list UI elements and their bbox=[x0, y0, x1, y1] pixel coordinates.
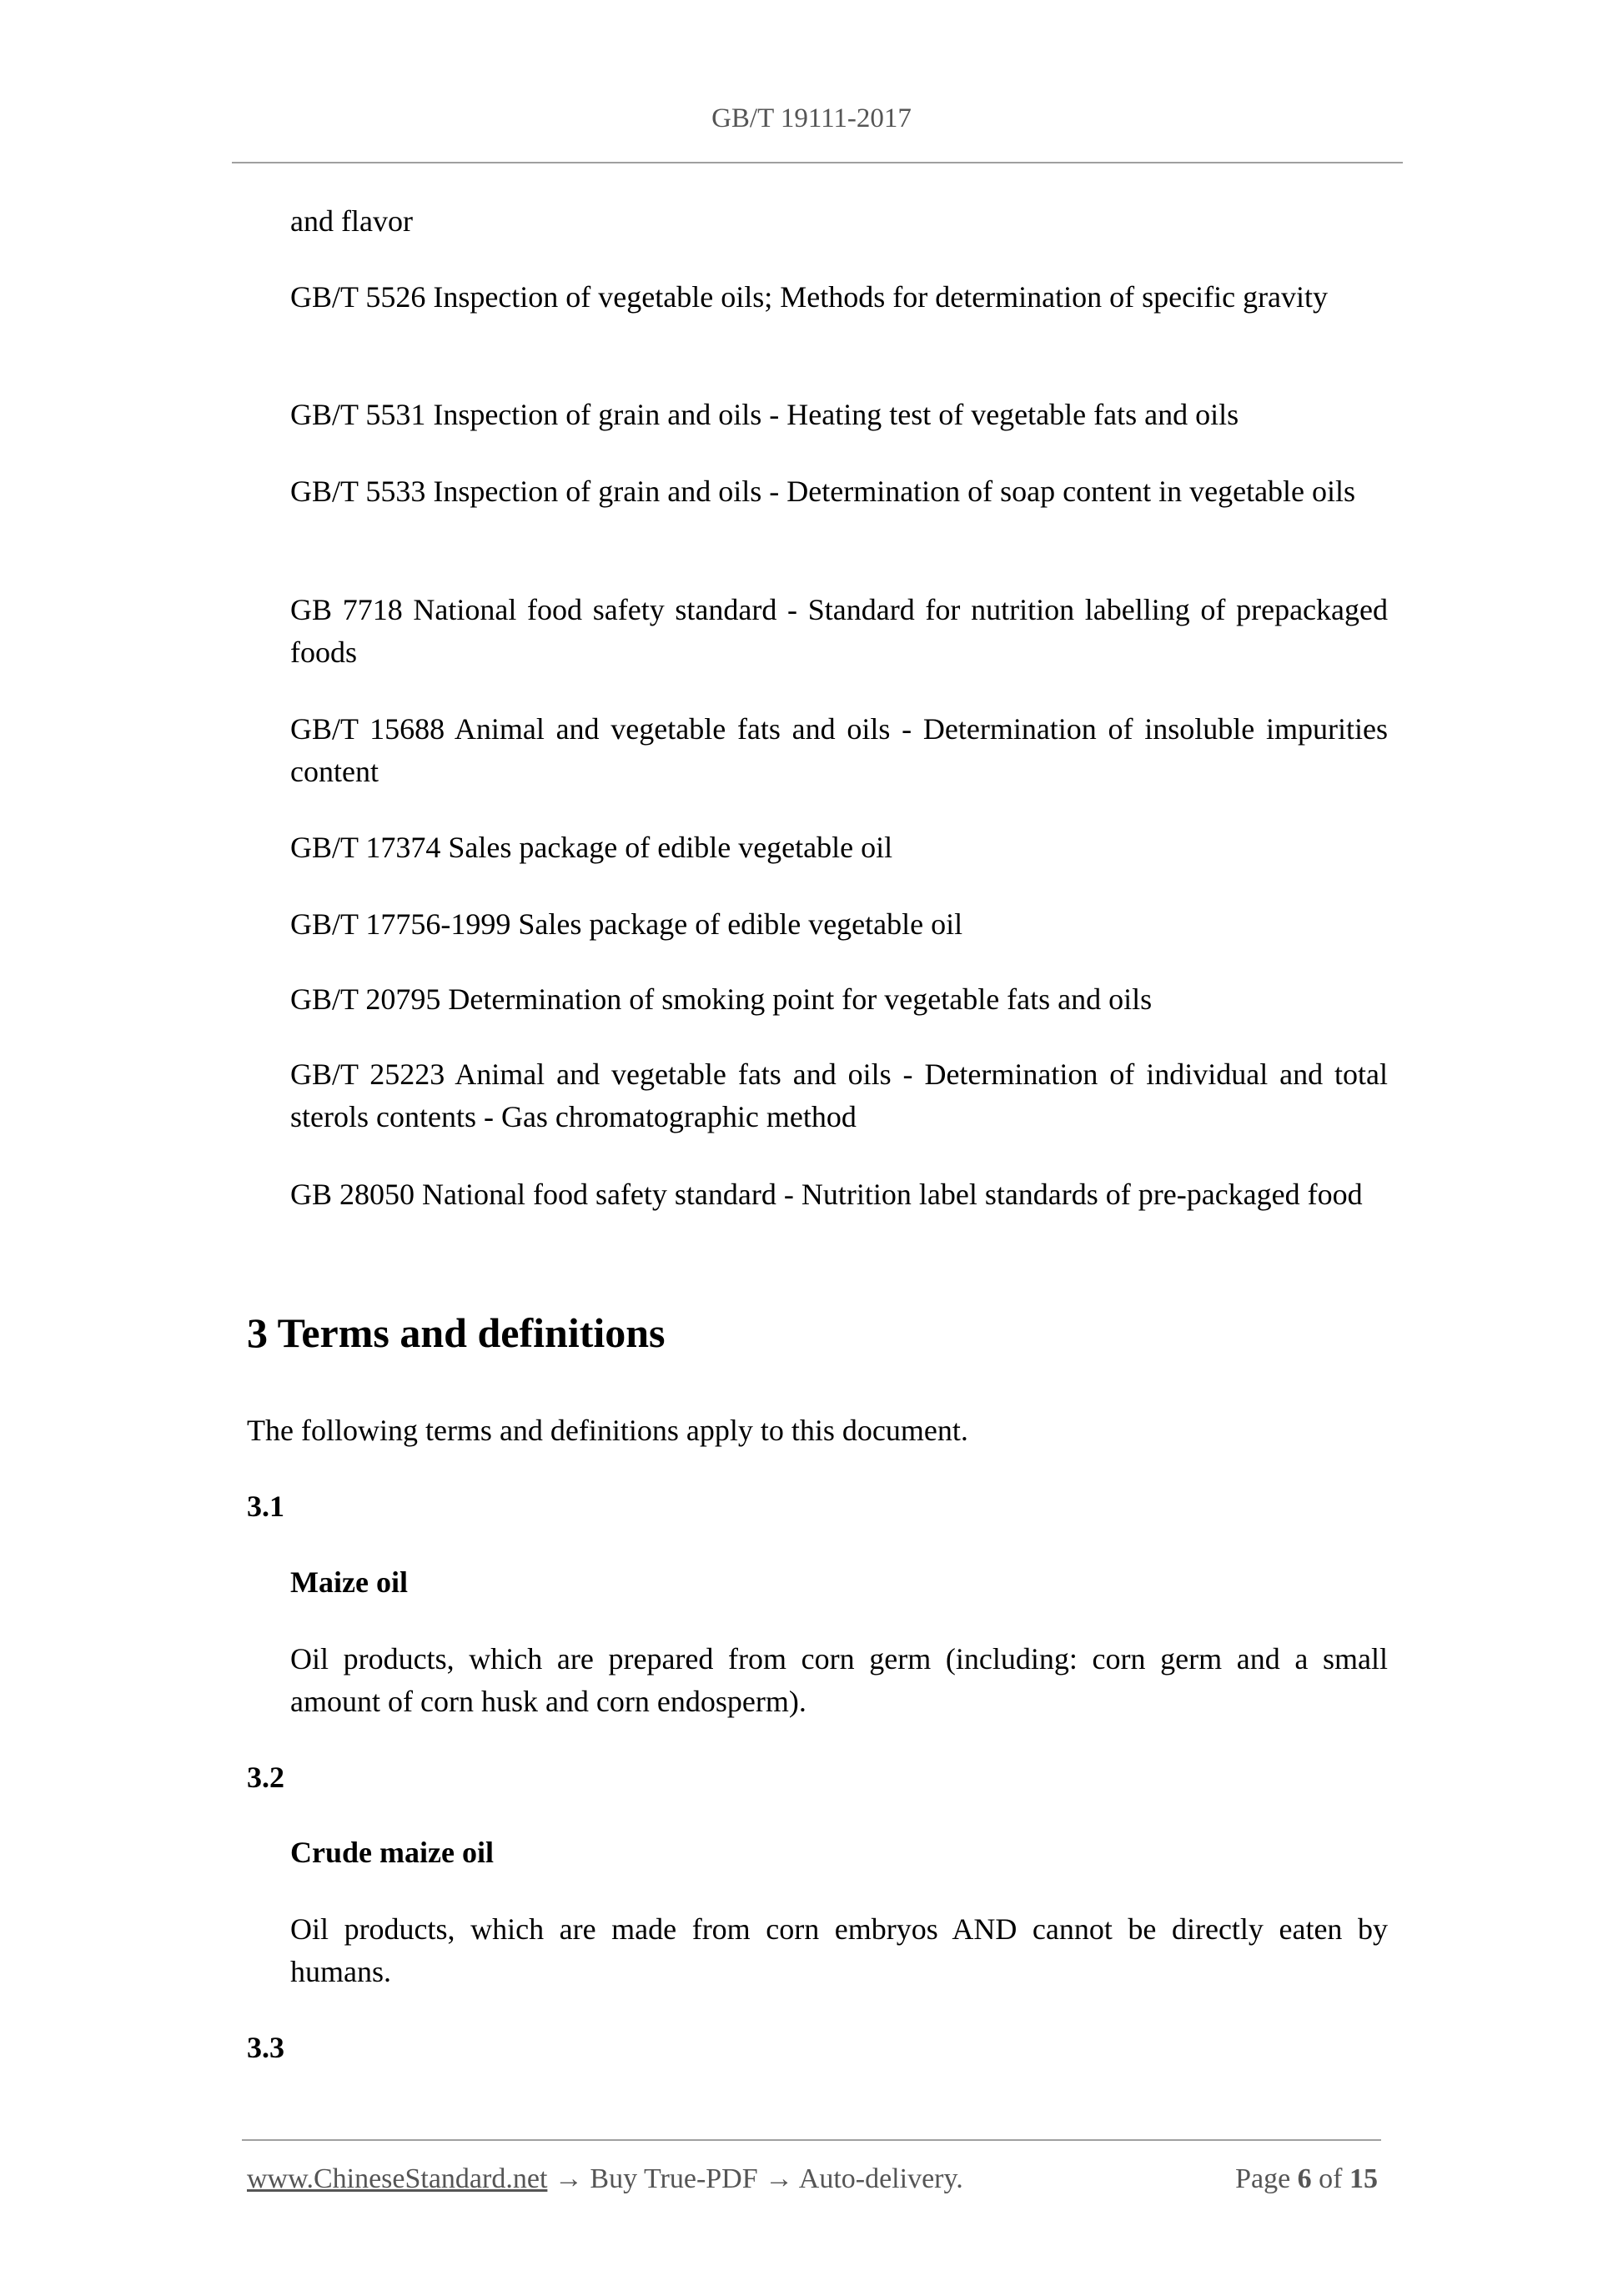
term-name: Maize oil bbox=[290, 1565, 408, 1599]
document-header: GB/T 19111-2017 bbox=[711, 103, 912, 133]
reference-item: GB/T 25223 Animal and vegetable fats and oils - Determination of individual and total sterols contents - Gas chromatographic method bbox=[290, 1058, 1388, 1133]
footer-divider bbox=[242, 2139, 1381, 2141]
footer bbox=[247, 2163, 1378, 2195]
reference-item: GB 28050 National food safety standard - Nutrition label standards of pre-packaged food bbox=[290, 1178, 1363, 1211]
reference-item: GB 7718 National food safety standard - Standard for nutrition labelling of prepackaged foods bbox=[290, 593, 1388, 669]
term-number: 3.3 bbox=[247, 2031, 284, 2064]
term-number: 3.1 bbox=[247, 1490, 284, 1523]
reference-item: GB/T 5533 Inspection of grain and oils - Determination of soap content in vegetable oils bbox=[290, 475, 1356, 508]
reference-item: GB/T 5531 Inspection of grain and oils - Heating test of vegetable fats and oils bbox=[290, 398, 1239, 431]
term-number: 3.2 bbox=[247, 1761, 284, 1794]
header-divider bbox=[232, 162, 1403, 163]
section-heading: 3 Terms and definitions bbox=[247, 1309, 666, 1356]
arrow-right-icon: → bbox=[554, 2163, 583, 2194]
reference-item: GB/T 17374 Sales package of edible vegetable oil bbox=[290, 831, 893, 864]
page-total: 15 bbox=[1349, 2163, 1378, 2194]
footer-left bbox=[247, 2163, 963, 2195]
reference-item: GB/T 20795 Determination of smoking point for vegetable fats and oils bbox=[290, 982, 1153, 1016]
reference-item: GB/T 5526 Inspection of vegetable oils; Methods for determination of specific gravity bbox=[290, 280, 1329, 314]
website-link[interactable]: www.ChineseStandard.net bbox=[247, 2163, 548, 2194]
term-definition: Oil products, which are made from corn embryos AND cannot be directly eaten by humans. bbox=[290, 1912, 1388, 1988]
buy-text: Buy True-PDF bbox=[590, 2163, 758, 2194]
page-label: Page bbox=[1235, 2163, 1291, 2194]
page-number: 6 bbox=[1297, 2163, 1312, 2194]
of-label: of bbox=[1319, 2163, 1343, 2194]
reference-item: GB/T 15688 Animal and vegetable fats and oils - Determination of insoluble impurities content bbox=[290, 712, 1388, 788]
term-definition: Oil products, which are prepared from corn germ (including: corn germ and a small amount of corn husk and corn endosperm). bbox=[290, 1642, 1388, 1718]
term-name: Crude maize oil bbox=[290, 1836, 494, 1869]
arrow-right-icon: → bbox=[765, 2163, 794, 2194]
delivery-text: Auto-delivery. bbox=[798, 2163, 963, 2194]
reference-item: and flavor bbox=[290, 204, 413, 238]
reference-item: GB/T 17756-1999 Sales package of edible vegetable oil bbox=[290, 907, 963, 941]
page-indicator bbox=[1235, 2163, 1378, 2195]
section-intro: The following terms and definitions apply to this document. bbox=[247, 1414, 968, 1447]
